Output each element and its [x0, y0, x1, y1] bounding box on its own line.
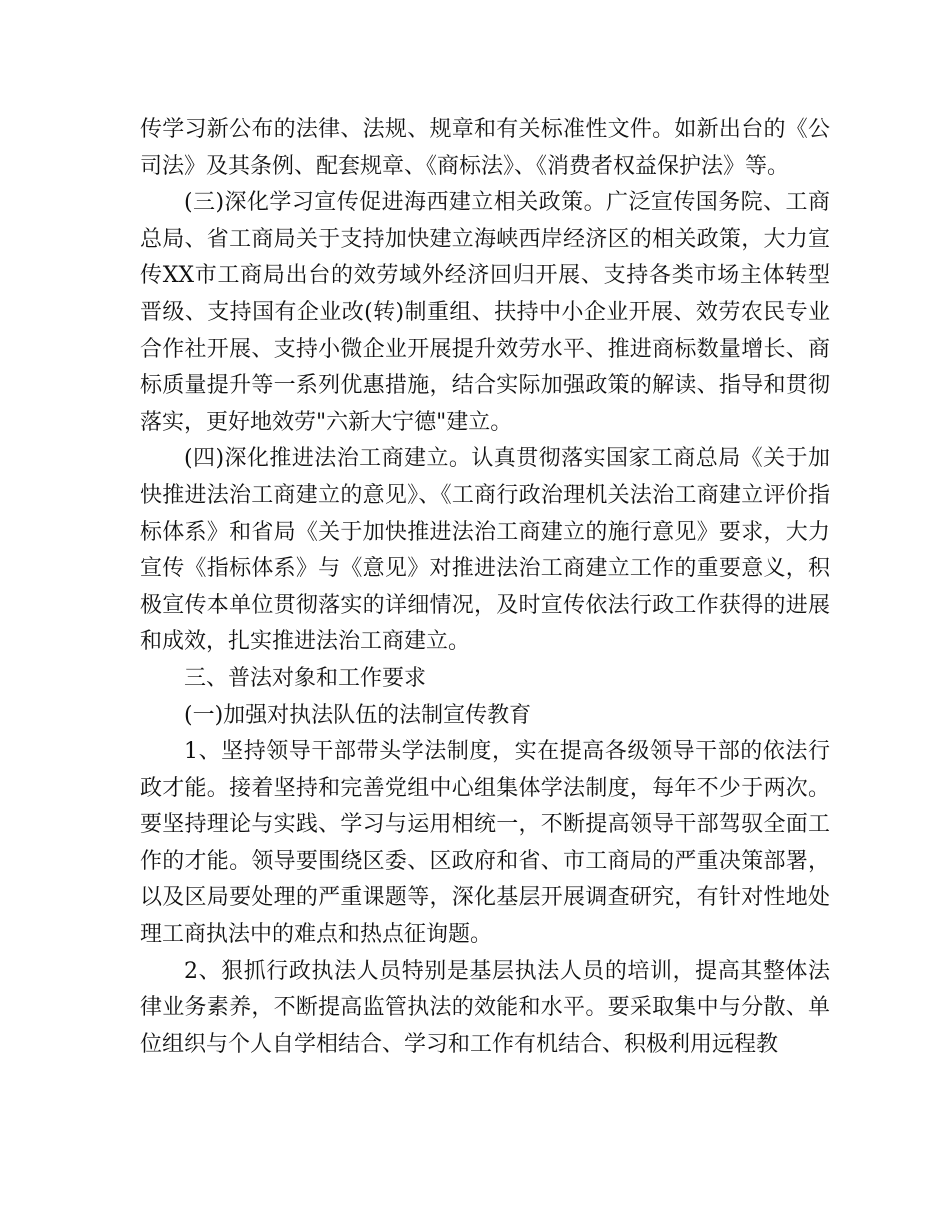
document-page — [140, 112, 830, 1063]
heading-subsection-1: (一)加强对执法队伍的法制宣传教育 — [184, 702, 532, 728]
paragraph-continuation: 传学习新公布的法律、法规、规章和有关标准性文件。如新出台的《公司法》及其条例、配套规章、《商标法》、《消费者权益保护法》等。 — [140, 117, 830, 179]
paragraph-section-3: (三)深化学习宣传促进海西建立相关政策。广泛宣传国务院、工商总局、省工商局关于支持加快建立海峡西岸经济区的相关政策，大力宣传XX市工商局出台的效劳域外经济回归开展、支持各类市场主体转型晋级、支持国有企业改(转)制重组、扶持中小企业开展、效劳农民专业合作社开展、支持小微企业开展提升效劳水平、推进商标数量增长、商标质量提升等一系列优惠措施，结合实际加强政策的解读、指导和贯彻落实，更好地效劳"六新大宁德"建立。 — [140, 190, 830, 435]
paragraph-item-2: 2、狠抓行政执法人员特别是基层执法人员的培训，提高其整体法律业务素养，不断提高监管执法的效能和水平。要采取集中与分散、单位组织与个人自学相结合、学习和工作有机结合、积极利用远程教 — [140, 958, 830, 1057]
paragraph-section-4: (四)深化推进法治工商建立。认真贯彻落实国家工商总局《关于加快推进法治工商建立的意见》、《工商行政治理机关法治工商建立评价指标体系》和省局《关于加快推进法治工商建立的施行意见》要求，大力宣传《指标体系》与《意见》对推进法治工商建立工作的重要意义，积极宣传本单位贯彻落实的详细情况，及时宣传依法行政工作获得的进展和成效，扎实推进法治工商建立。 — [140, 446, 830, 655]
paragraph-item-1: 1、坚持领导干部带头学法制度，实在提高各级领导干部的依法行政才能。接着坚持和完善党组中心组集体学法制度，每年不少于两次。要坚持理论与实践、学习与运用相统一，不断提高领导干部驾驭全面工作的才能。领导要围绕区委、区政府和省、市工商局的严重决策部署，以及区局要处理的严重课题等，深化基层开展调查研究，有针对性地处理工商执法中的难点和热点征询题。 — [140, 739, 830, 948]
heading-section-three: 三、普法对象和工作要求 — [184, 665, 427, 691]
